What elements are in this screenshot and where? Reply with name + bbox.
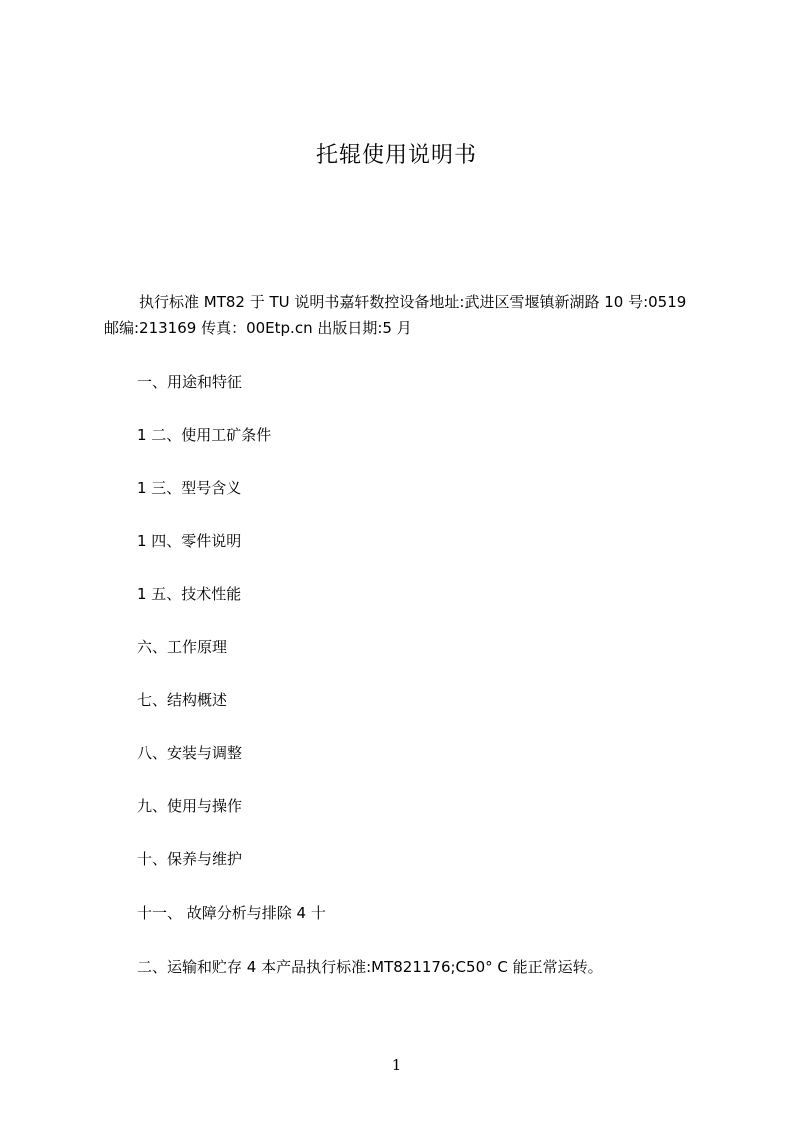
section-item: 1 三、型号含义 xyxy=(137,479,242,497)
section-item: 十一、 故障分析与排除 4 十 xyxy=(137,904,326,922)
section-item: 1 五、技术性能 xyxy=(137,585,242,603)
section-item: 七、结构概述 xyxy=(137,691,228,709)
intro-paragraph: 执行标准 MT82 于 TU 说明书嘉轩数控设备地址:武进区雪堰镇新湖路 10 号:0519 邮编:213169 传真：00Etp.cn 出版日期:5 月 xyxy=(104,293,687,337)
page-number: 1 xyxy=(391,1056,402,1074)
section-item: 1 二、使用工矿条件 xyxy=(137,426,272,444)
section-item: 六、工作原理 xyxy=(137,638,228,656)
section-item: 八、安装与调整 xyxy=(137,744,243,762)
section-item: 1 四、零件说明 xyxy=(137,532,242,550)
section-item: 二、运输和贮存 4 本产品执行标准:MT821176;C50° C 能正常运转。 xyxy=(137,958,603,976)
section-item: 九、使用与操作 xyxy=(137,797,243,815)
page-title: 托辊使用说明书 xyxy=(315,143,477,168)
section-item: 十、保养与维护 xyxy=(137,850,243,868)
section-item: 一、用途和特征 xyxy=(137,373,243,391)
